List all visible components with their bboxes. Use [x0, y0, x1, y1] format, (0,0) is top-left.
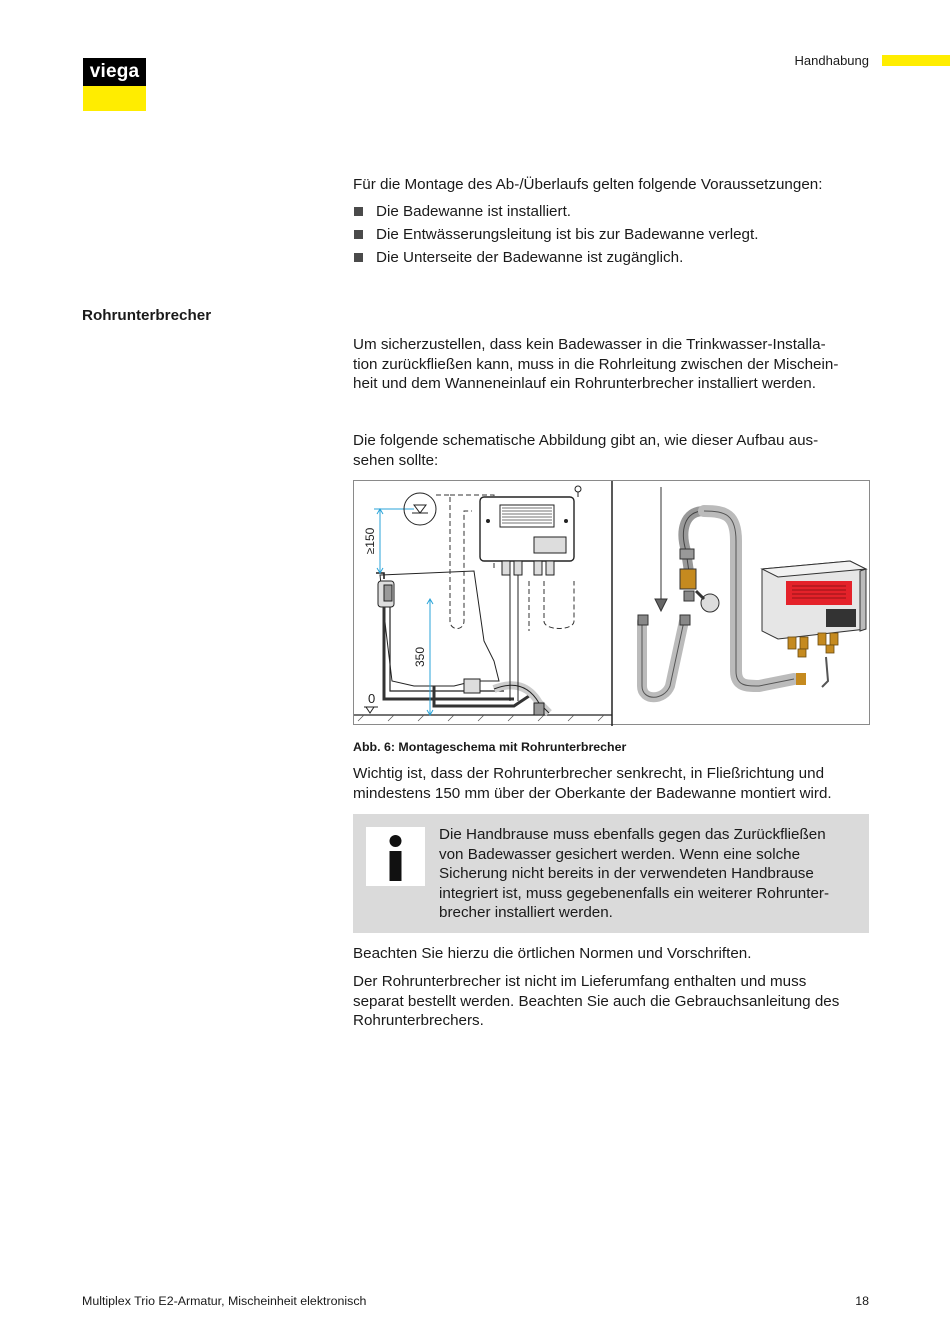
- list-item: [353, 202, 873, 225]
- text-line: von Badewasser gesichert werden. Wenn eine solche: [439, 845, 801, 863]
- text-line: Rohrunterbrechers.: [353, 1012, 484, 1029]
- text-line: tion zurückfließen kann, muss in die Rohrleitung zwischen der Mischein-: [353, 355, 839, 373]
- list-item-text: Die Badewanne ist installiert.: [376, 203, 572, 220]
- figure-caption: Abb. 6: Montageschema mit Rohrunterbrecher: [353, 740, 627, 754]
- paragraph-figure-intro: [353, 431, 873, 470]
- text-line: brecher installiert werden.: [439, 904, 613, 921]
- assembly-diagram: [354, 481, 871, 726]
- text-line: Um sicherzustellen, dass kein Badewasser in die Trinkwasser-Installa-: [353, 336, 826, 353]
- footer-page-number: 18: [855, 1294, 869, 1308]
- logo-yellow-block: [83, 86, 146, 111]
- display-panel-red: [786, 581, 852, 605]
- text-line: integriert ist, muss gegebenenfalls ein weiterer Rohrunter-: [439, 884, 830, 902]
- text-line: Sicherung nicht bereits in der verwendeten Handbrause: [439, 865, 814, 882]
- paragraph-scope-of-delivery: [353, 972, 873, 1031]
- text-line: separat bestellt werden. Beachten Sie auch die Gebrauchsanleitung des: [353, 992, 840, 1010]
- text-line: Der Rohrunterbrecher ist nicht im Lieferumfang enthalten und muss: [353, 973, 807, 990]
- bullet-square-icon: [354, 253, 363, 262]
- dimension-label-350: 350: [413, 646, 427, 668]
- label-plate: [826, 609, 856, 627]
- list-item: [353, 225, 873, 248]
- paragraph-backflow: [353, 335, 873, 394]
- text-line: Die Handbrause muss ebenfalls gegen das Zurückfließen: [439, 826, 826, 843]
- bullet-square-icon: [354, 230, 363, 239]
- info-icon: [366, 827, 425, 886]
- prerequisite-list: [353, 202, 873, 271]
- level-label-0: 0: [368, 691, 376, 706]
- section-title: Rohrunterbrecher: [82, 307, 212, 324]
- text-line: Die folgende schematische Abbildung gibt an, wie dieser Aufbau aus-: [353, 432, 819, 449]
- text-line: heit und dem Wanneneinlauf ein Rohrunterbrecher installiert werden.: [353, 375, 816, 392]
- header-section-label: Handhabung: [794, 53, 869, 68]
- info-text: [439, 825, 859, 923]
- schematic-left-panel: [354, 486, 612, 721]
- footer-document-title: Multiplex Trio E2-Armatur, Mischeinheit elektronisch: [82, 1294, 367, 1308]
- info-note-box: [353, 814, 869, 933]
- viega-logo: [83, 58, 146, 86]
- paragraph-standards: Beachten Sie hierzu die örtlichen Normen und Vorschriften.: [353, 945, 752, 962]
- header-yellow-bar: [882, 55, 950, 66]
- assembly-diagram-figure: [353, 480, 870, 725]
- text-line: mindestens 150 mm über der Oberkante der Badewanne montiert wird.: [353, 784, 832, 802]
- bullet-square-icon: [354, 207, 363, 216]
- logo-text: viega: [89, 61, 140, 82]
- paragraph-mounting-note: [353, 764, 873, 803]
- list-item-text: Die Entwässerungsleitung ist bis zur Badewanne verlegt.: [376, 226, 759, 243]
- text-line: sehen sollte:: [353, 451, 439, 469]
- dimension-label-150: ≥150: [363, 527, 377, 555]
- list-item-text: Die Unterseite der Badewanne ist zugänglich.: [376, 249, 684, 266]
- text-line: Wichtig ist, dass der Rohrunterbrecher senkrecht, in Fließrichtung und: [353, 765, 825, 782]
- intro-text: Für die Montage des Ab-/Überlaufs gelten folgende Voraussetzungen:: [353, 176, 823, 193]
- list-item: [353, 248, 873, 271]
